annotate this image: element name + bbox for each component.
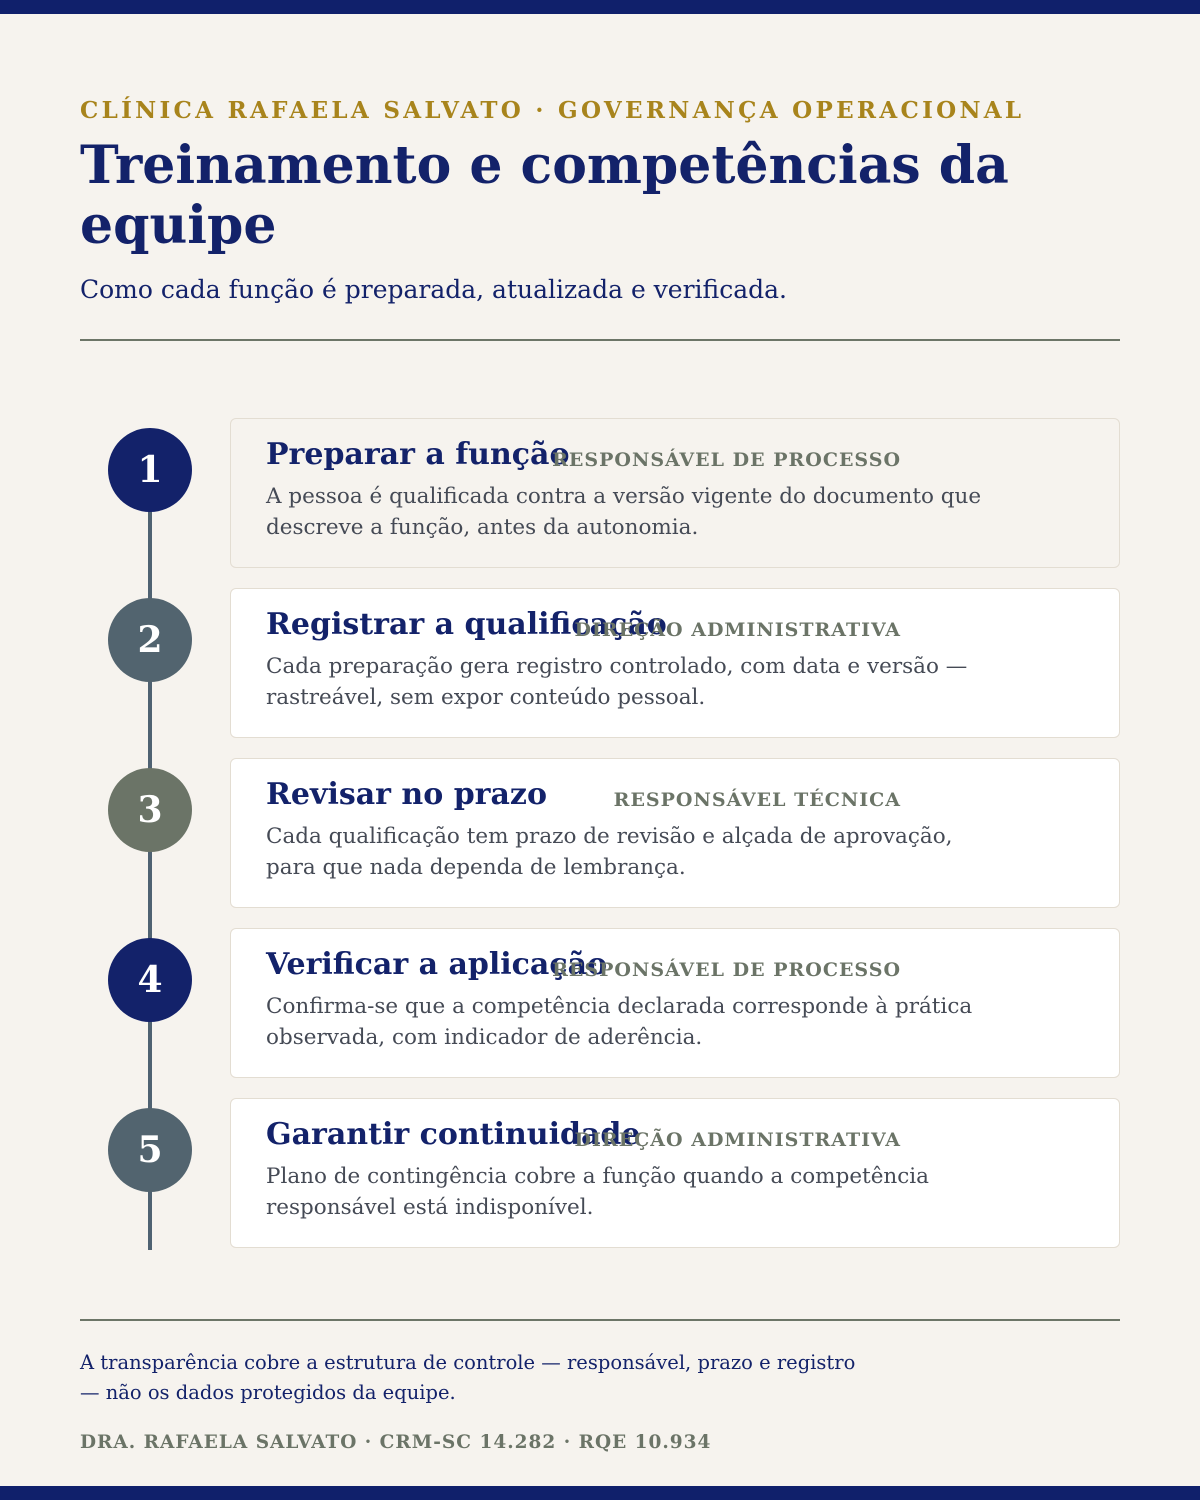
step-role: RESPONSÁVEL DE PROCESSO xyxy=(552,449,901,471)
step-title: Revisar no prazo xyxy=(266,777,547,812)
header-divider xyxy=(80,339,1120,341)
step-description: Confirma-se que a competência declarada corresponde à prática observada, com indicador de aderência. xyxy=(266,994,973,1050)
step-title: Verificar a aplicação xyxy=(266,947,608,982)
step-card xyxy=(230,588,1120,738)
step-role: DIREÇÃO ADMINISTRATIVA xyxy=(574,1129,901,1151)
step-description: Cada preparação gera registro controlado, com data e versão — rastreável, sem expor conteúdo pessoal. xyxy=(266,654,968,710)
step-title: Registrar a qualificação xyxy=(266,607,667,642)
footer-note: A transparência cobre a estrutura de controle — responsável, prazo e registro — não os dados protegidos da equipe. xyxy=(80,1351,856,1404)
step-number-badge: 5 xyxy=(108,1108,192,1192)
step-number-badge: 1 xyxy=(108,428,192,512)
step-title: Preparar a função xyxy=(266,437,570,472)
step-description: Cada qualificação tem prazo de revisão e alçada de aprovação, para que nada dependa de lembrança. xyxy=(266,824,953,880)
footer-divider xyxy=(80,1319,1120,1321)
step-role: RESPONSÁVEL DE PROCESSO xyxy=(552,959,901,981)
page-subtitle: Como cada função é preparada, atualizada e verificada. xyxy=(80,275,787,304)
eyebrow-label: CLÍNICA RAFAELA SALVATO · GOVERNANÇA OPERACIONAL xyxy=(80,97,1025,124)
step-number-badge: 4 xyxy=(108,938,192,1022)
step-card xyxy=(230,1098,1120,1248)
step-card xyxy=(230,418,1120,568)
step-description: A pessoa é qualificada contra a versão vigente do documento que descreve a função, antes da autonomia. xyxy=(266,484,982,540)
step-title: Garantir continuidade xyxy=(266,1117,641,1152)
page-title: Treinamento e competências da equipe xyxy=(80,135,1009,256)
step-description: Plano de contingência cobre a função quando a competência responsável está indisponível. xyxy=(266,1164,930,1220)
step-number-badge: 3 xyxy=(108,768,192,852)
step-card xyxy=(230,928,1120,1078)
footer-signature: DRA. RAFAELA SALVATO · CRM-SC 14.282 · RQE 10.934 xyxy=(80,1432,712,1453)
step-role: DIREÇÃO ADMINISTRATIVA xyxy=(574,619,901,641)
top-accent-bar xyxy=(0,0,1200,14)
step-number-badge: 2 xyxy=(108,598,192,682)
step-role: RESPONSÁVEL TÉCNICA xyxy=(613,789,901,811)
bottom-accent-bar xyxy=(0,1486,1200,1500)
step-card xyxy=(230,758,1120,908)
